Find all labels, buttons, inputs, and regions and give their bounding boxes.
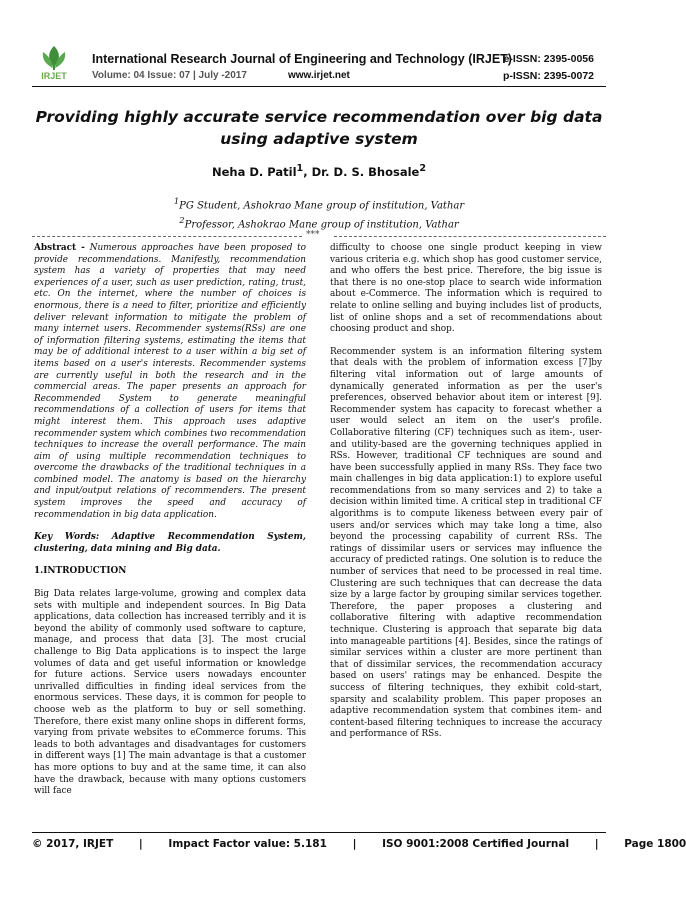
affiliation-2 bbox=[34, 215, 604, 230]
affiliation-2-text: Professor, Ashokrao Mane group of institution, Vathar bbox=[184, 219, 459, 231]
logo-wordmark: IRJET bbox=[41, 71, 67, 81]
introduction-paragraph: Big Data relates large-volume, growing and complex data sets with multiple and independent sources. In Big Data applications, data collection has increased terribly and it is beyond the ability of commonly used software to capture, manage, and process that data [3]. The most crucial challenge to Big Data applications is to inspect the large volumes of data and get useful information or knowledge for future actions. Service users nowadays encounter unrivalled difficulties in finding ideal services from the enormous services. These days, it is common for people to choose web as the platform to buy or sell something. Therefore, there exist many online shops in different forms, varying from private websites to eCommerce forums. This leads to both advantages and disadvantages for customers in different ways [1] The main advantage is that a customer has more options to buy and at the same time, it can also have the drawback, because with many options customers will face bbox=[34, 589, 306, 797]
footer-separator-3: | bbox=[594, 838, 599, 850]
journal-title: International Research Journal of Engineering and Technology (IRJET) bbox=[92, 52, 512, 66]
footer-page-number: Page 1800 bbox=[624, 838, 686, 850]
header-rule bbox=[32, 86, 606, 87]
left-column bbox=[34, 243, 306, 809]
author-2: Dr. D. S. Bhosale bbox=[311, 164, 420, 179]
affiliation-1 bbox=[34, 196, 604, 211]
affiliation-1-text: PG Student, Ashokrao Mane group of institution, Vathar bbox=[179, 200, 465, 212]
divider-stars: *** bbox=[306, 230, 320, 240]
issue-info: Volume: 04 Issue: 07 | July -2017 bbox=[92, 70, 247, 81]
paragraph-recommender-system: Recommender system is an information filtering system that deals with the problem of information excess [7]by filtering vital information out of large amounts of dynamically generated information as per the user's preferences, observed behavior about item or interest [9]. Recommender system has capacity to forecast whether a user would select an item on the user's profile. Collaborative filtering (CF) techniques such as item-, user- and utility-based are the governing techniques applied in RSs. However, traditional CF techniques are sound and have been successfully applied in many RSs. They face two main challenges in big data application:1) to explore useful recommendations from so many services and 2) to take a decision within limited time. A critical step in traditional CF algorithms is to compute likeness between every pair of users and/or services which may take long a time, also beyond the processing capability of current RSs. The ratings of dissimilar users or services may influence the accuracy of predicted ratings. One solution is to reduce the number of services that need to be processed in real time. Clustering are such techniques that can decrease the data size by a large factor by grouping similar services together. Therefore, the paper proposes a clustering and collaborative filtering with adaptive recommendation technique. Clustering is approach that separate big data into manageable partitions [4]. Besides, since the ratings of similar services within a cluster are more pertinent than that of dissimilar services, the recommendation accuracy based on users' ratings may be enhanced. Despite the success of filtering techniques, they exhibit cold-start, sparsity and scalability problem. This paper proposes an adaptive recommendation system that combines item- and content-based filtering techniques to increase the accuracy and performance of RSs. bbox=[330, 346, 602, 740]
p-issn: p-ISSN: 2395-0072 bbox=[502, 70, 594, 82]
footer-iso: ISO 9001:2008 Certified Journal bbox=[382, 838, 570, 850]
irjet-logo-icon bbox=[34, 43, 74, 81]
abstract bbox=[34, 243, 306, 521]
footer-impact-factor: Impact Factor value: 5.181 bbox=[168, 838, 327, 850]
divider-line-left bbox=[32, 236, 302, 237]
author-line bbox=[34, 163, 604, 179]
footer-rule bbox=[32, 832, 606, 833]
abstract-label: Abstract - bbox=[34, 243, 90, 253]
website-link[interactable]: www.irjet.net bbox=[288, 70, 350, 81]
author-separator: , bbox=[303, 164, 312, 179]
right-column bbox=[330, 243, 602, 752]
paper-title: Providing highly accurate service recommendation over big data using adaptive system bbox=[35, 108, 603, 148]
footer-copyright: © 2017, IRJET bbox=[32, 838, 114, 850]
keywords-label: Key Words bbox=[34, 532, 96, 543]
affiliation-2-sup: 2 bbox=[179, 215, 185, 225]
author-1-sup: 1 bbox=[296, 163, 304, 174]
affiliation-1-sup: 1 bbox=[173, 196, 180, 206]
divider-line-right bbox=[334, 236, 606, 237]
journal-header bbox=[0, 0, 638, 80]
section-heading-introduction: 1.INTRODUCTION bbox=[34, 566, 127, 577]
keywords bbox=[34, 532, 306, 555]
paragraph-continued: difficulty to choose one single product keeping in view various criteria e.g. which shop has good customer service, and who offers the best price. Therefore, the big issue is that there is no one-stop place to search wide information about e-Commerce. The information which is required to relate to online selling and buying includes list of products, list of online shops and a set of recommendations about choosing product and shop. bbox=[330, 243, 602, 335]
author-1: Neha D. Patil bbox=[211, 164, 297, 179]
e-issn: e-ISSN: 2395-0056 bbox=[503, 53, 594, 65]
section-divider bbox=[32, 232, 606, 240]
page-footer bbox=[32, 838, 686, 850]
keywords-text: : Adaptive Recommendation System, clustering, data mining and Big data. bbox=[34, 532, 306, 554]
author-2-sup: 2 bbox=[419, 163, 426, 174]
footer-separator-2: | bbox=[352, 838, 357, 850]
abstract-text: Numerous approaches have been proposed to provide recommendations. Manifestly, recommendation system has a variety of properties that may need experiences of a user, such as user prediction, rating, trust, etc. On the internet, where the number of choices is enormous, there is a need to filter, prioritize and efficiently deliver relevant information to mitigate the problem of many internet users. Recommender systems(RSs) are one of information filtering systems, estimating the items that may be of additional interest to a user within a big set of items based on a user's interests. Recommender systems are currently useful in both the research and in the commercial areas. The paper presents an approach for Recommended System to generate meaningful recommendations of a collection of users for items that might interest them. This approach uses adaptive recommender system which combines two recommendation techniques to increase the overall performance. The main aim of using multiple recommendation techniques to overcome the drawbacks of the traditional techniques in a combined model. The anatomy is based on the hierarchy and input/output relations of recommenders. The present system improves the speed and accuracy of recommendation in big data application. bbox=[34, 243, 306, 520]
footer-separator-1: | bbox=[138, 838, 143, 850]
